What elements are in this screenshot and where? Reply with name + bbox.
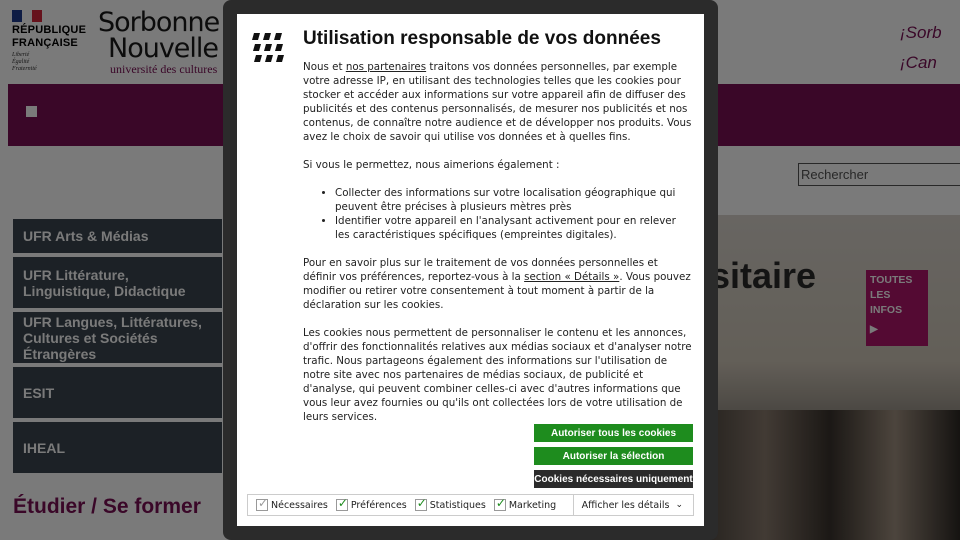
necessary-cookies-only-button[interactable]: Cookies nécessaires uniquement <box>534 470 693 488</box>
checkbox-label: Nécessaires <box>271 499 328 511</box>
partners-link[interactable]: nos partenaires <box>345 61 427 73</box>
checkbox-marketing[interactable] <box>494 496 557 511</box>
cookie-consent-card <box>237 14 704 526</box>
checkbox-label: Statistiques <box>429 499 486 511</box>
checkbox-necessary <box>256 496 328 511</box>
show-details-button[interactable] <box>573 495 693 515</box>
p3-text-b: . Vous pouvez modifier ou retirer votre consentement à tout moment à partir de la déclaration sur les cookies. <box>303 271 691 311</box>
checkbox-icon: ✓ <box>258 496 269 510</box>
consent-categories-bar <box>247 494 694 516</box>
checkbox-label: Préférences <box>350 499 407 511</box>
allow-all-cookies-button[interactable]: Autoriser tous les cookies <box>534 424 693 442</box>
checkbox-icon[interactable]: ✓ <box>495 496 506 510</box>
dialog-title: Utilisation responsable de vos données <box>303 28 661 49</box>
checkbox-icon[interactable]: ✓ <box>337 496 348 510</box>
checkbox-icon[interactable]: ✓ <box>416 496 427 510</box>
p1-text-b: traitons vos données personnelles, par exemple votre adresse IP, en utilisant des technologies telles que les cookies pour stocker et accéder aux informations sur votre appareil afin de diffuser des publicités et des contenus personnalisés, de mesurer nos publicités et nos contenus, de connaître notre audience et de développer nos produits. Vous avez le choix de savoir qui utilise vos données et à quelles fins. <box>303 61 692 143</box>
details-section-link[interactable]: section « Détails » <box>524 271 620 283</box>
checkbox-label: Marketing <box>508 499 557 511</box>
purpose-list <box>303 186 693 242</box>
paragraph-3 <box>303 256 693 312</box>
paragraph-4: Les cookies nous permettent de personnaliser le contenu et les annonces, d'offrir des fonctionnalités relatives aux médias sociaux et d'analyser notre trafic. Nous partageons également des informations sur l'utilisation de notre site avec nos partenaires de médias sociaux, de publicité et d'analyse, qui peuvent combiner celles-ci avec d'autres informations que vous leur avez fournies ou qu'ils ont collectées lors de votre utilisation de leurs services. <box>303 327 692 423</box>
checkbox-statistics[interactable] <box>415 496 486 511</box>
show-details-label: Afficher les détails <box>581 499 670 511</box>
list-item-fingerprint: • Identifier votre appareil en l'analysant activement pour en relever les caractéristiques spécifiques (empreintes digitales). <box>335 214 693 242</box>
paragraph-2: Si vous le permettez, nous aimerions également : <box>303 159 560 171</box>
allow-selection-button[interactable]: Autoriser la sélection <box>534 447 693 465</box>
chevron-down-icon: ⌄ <box>675 500 683 510</box>
paragraph-1 <box>303 60 693 144</box>
checkbox-preferences[interactable] <box>336 496 407 511</box>
dialog-body <box>303 60 693 423</box>
p1-text-a: Nous et <box>303 61 346 73</box>
cookie-consent-dialog <box>223 0 718 540</box>
list-item-geolocation: • Collecter des informations sur votre localisation géographique qui peuvent être précises à plusieurs mètres près <box>335 186 693 214</box>
cookiebot-logo-icon <box>251 31 287 67</box>
p3-text-a: Pour en savoir plus sur le traitement de vos données personnelles et définir vos préférences, reportez-vous à la <box>303 257 658 283</box>
